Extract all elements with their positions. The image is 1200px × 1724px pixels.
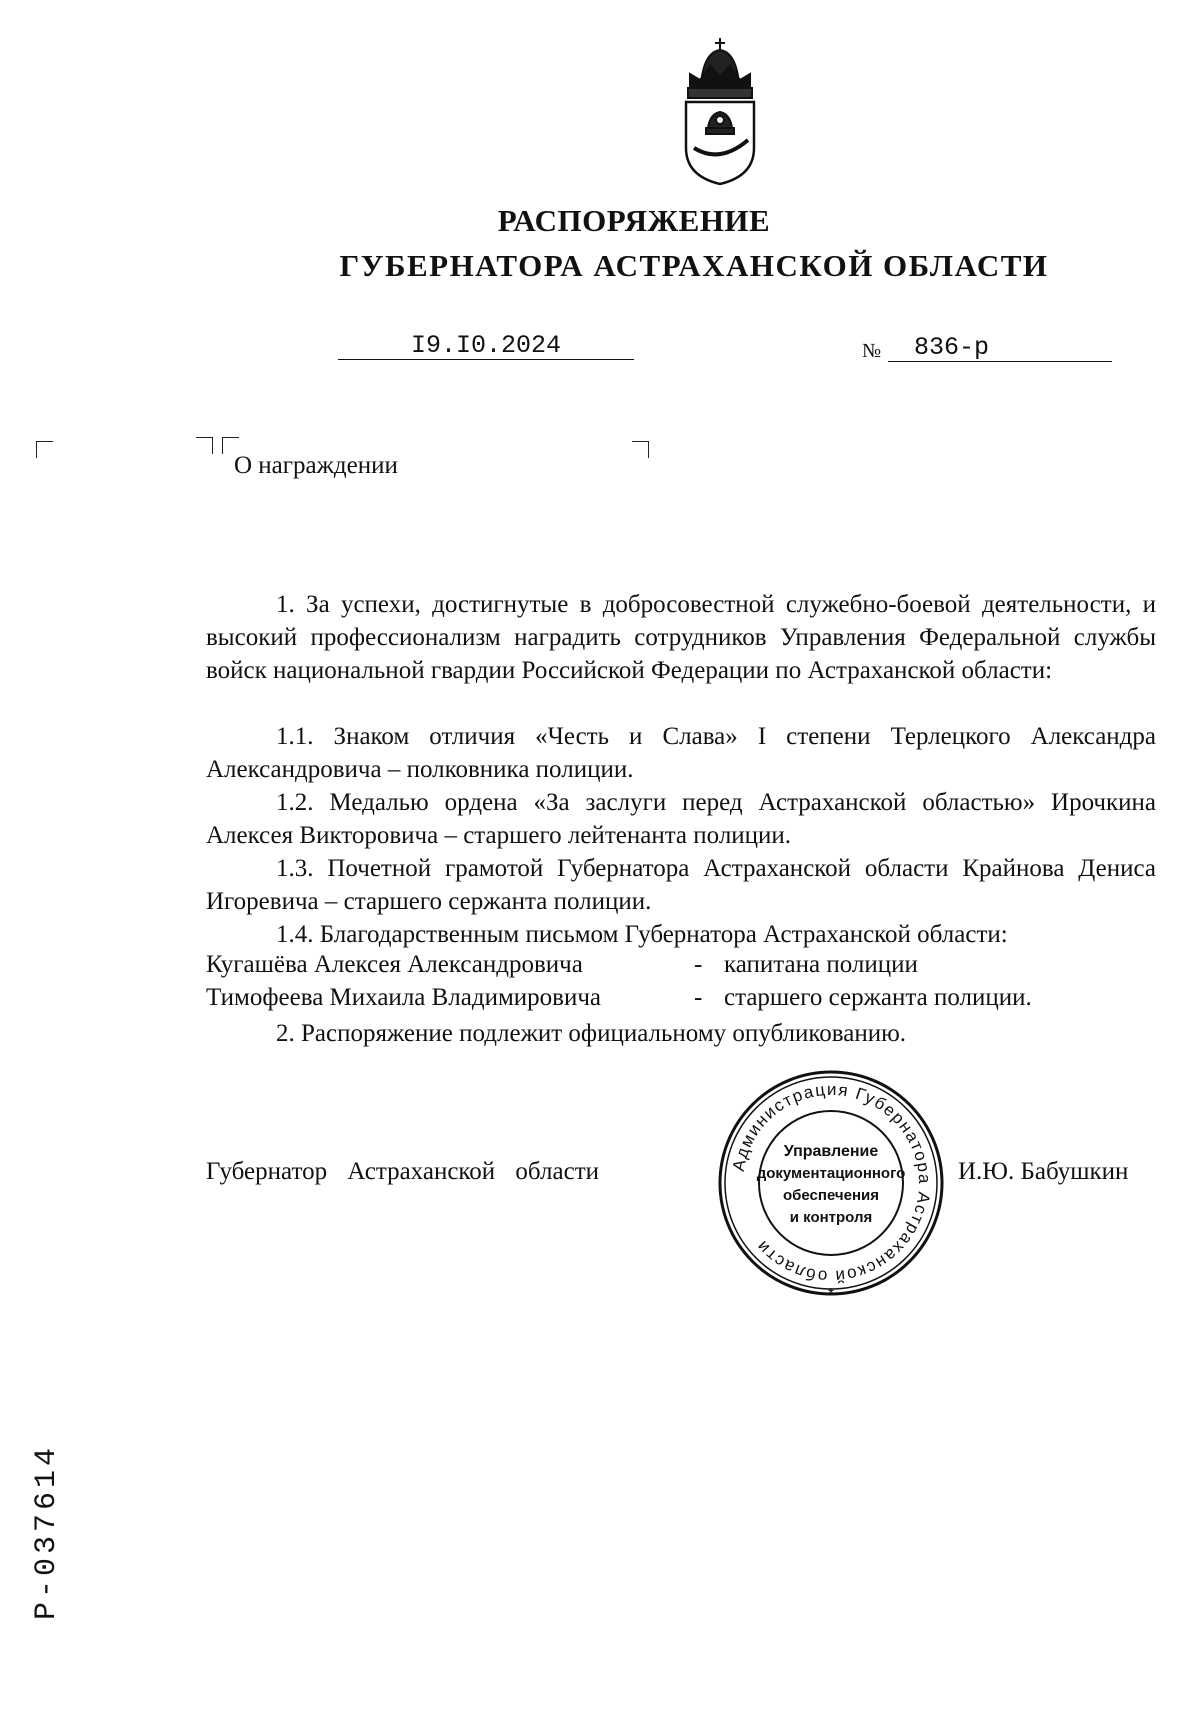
official-seal-stamp bbox=[716, 1068, 946, 1298]
paragraph-1-4: 1.4. Благодарственным письмом Губернатора Астраханской области: bbox=[276, 921, 1008, 948]
awardee-name: Кугашёва Алексея Александровича bbox=[206, 951, 583, 978]
document-subject: О награждении bbox=[234, 452, 398, 479]
corner-mark bbox=[196, 437, 213, 454]
document-number: 836-р bbox=[914, 333, 990, 362]
awardee-rank: капитана полиции bbox=[724, 951, 918, 978]
awardee-dash: - bbox=[694, 951, 703, 978]
stamp-center-text: и контроля bbox=[789, 1209, 873, 1226]
paragraph-1-1: 1.1. Знаком отличия «Честь и Слава» I степени Терлецкого Александра Александровича – полковника полиции. bbox=[206, 723, 1156, 783]
stamp-ring-text: Администрация Губернатора Астраханской области bbox=[728, 1079, 935, 1287]
signer-position: Губернатор Астраханской области bbox=[206, 1158, 600, 1185]
awardee-name: Тимофеева Михаила Владимировича bbox=[206, 984, 602, 1011]
corner-mark bbox=[36, 441, 53, 458]
issuer-title: ГУБЕРНАТОРА АСТРАХАНСКОЙ ОБЛАСТИ bbox=[339, 248, 1049, 283]
date-underline bbox=[338, 359, 634, 360]
paragraph-1-2: 1.2. Медалью ордена «За заслуги перед Астраханской областью» Ирочкина Алексея Викторовича – старшего лейтенанта полиции. bbox=[206, 789, 1156, 849]
corner-mark bbox=[632, 441, 649, 458]
signer-name: И.Ю. Бабушкин bbox=[958, 1158, 1129, 1185]
stamp-center-text: Управление bbox=[783, 1143, 879, 1160]
document-type-title: РАСПОРЯЖЕНИЕ bbox=[497, 203, 771, 238]
number-sign: № bbox=[862, 340, 882, 362]
stamp-star: * bbox=[827, 1286, 835, 1298]
coat-of-arms-emblem bbox=[676, 36, 764, 186]
awardee-dash: - bbox=[694, 984, 703, 1011]
paragraph-1: 1. За успехи, достигнутые в добросовестной служебно-боевой деятельности, и высокий профессионализм наградить сотрудников Управления Федеральной службы войск национальной гвардии Российской Федерации по Астраханской области: bbox=[206, 591, 1156, 684]
paragraph-1-3: 1.3. Почетной грамотой Губернатора Астраханской области Крайнова Дениса Игоревича – старшего сержанта полиции. bbox=[206, 855, 1156, 915]
stamp-center-text: обеспечения bbox=[782, 1187, 880, 1204]
registration-number bbox=[26, 1410, 76, 1620]
stamp-center-text: документационного bbox=[756, 1165, 906, 1182]
paragraph-2: 2. Распоряжение подлежит официальному опубликованию. bbox=[276, 1020, 907, 1047]
number-underline bbox=[888, 361, 1112, 362]
awardee-rank: старшего сержанта полиции. bbox=[724, 984, 1032, 1011]
registration-number-text: Р-037614 bbox=[30, 1443, 64, 1620]
document-date: I9.I0.2024 bbox=[410, 331, 562, 360]
